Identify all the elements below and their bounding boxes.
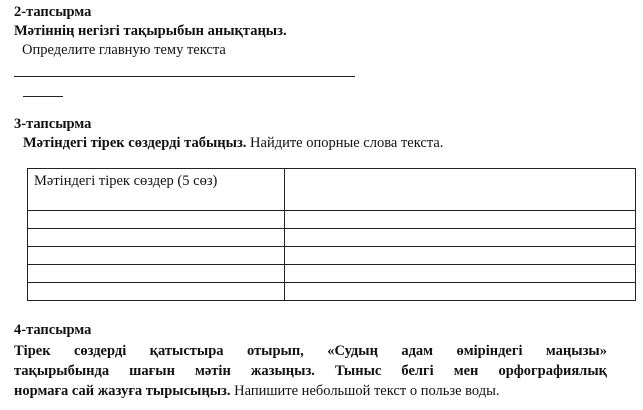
table-cell[interactable] (285, 283, 636, 301)
table-cell[interactable] (285, 229, 636, 247)
task4-line-3 (14, 381, 607, 401)
table-cell[interactable] (285, 247, 636, 265)
table-cell[interactable] (285, 265, 636, 283)
task4-line-3-kazakh: нормаға сай жазуға тырысыңыз. (14, 383, 231, 399)
task3-instruction-kazakh: Мәтіндегі тірек сөздерді табыңыз. (23, 135, 247, 151)
task2-instruction-russian: Определите главную тему текста (22, 42, 226, 58)
table-header-right[interactable] (285, 169, 636, 211)
table-cell[interactable] (28, 247, 285, 265)
table-cell[interactable] (28, 283, 285, 301)
table-row (28, 247, 636, 265)
table-row (28, 283, 636, 301)
task4-line-3-russian: Напишите небольшой текст о пользе воды. (234, 383, 500, 399)
task4-line-2: тақырыбында шағын мәтін жазыңыз. Тыныс белгі мен орфографиялық (14, 363, 607, 379)
table-header-left: Мәтіндегі тірек сөздер (5 сөз) (28, 169, 285, 211)
table-cell[interactable] (28, 211, 285, 229)
table-cell[interactable] (28, 265, 285, 283)
table-row (28, 265, 636, 283)
task2-instruction-kazakh: Мәтіннің негізгі тақырыбын анықтаңыз. (14, 23, 287, 39)
task2-heading: 2-тапсырма (14, 4, 92, 20)
answer-line-short (23, 96, 63, 97)
table-row (28, 211, 636, 229)
table-header-row (28, 169, 636, 211)
table-cell[interactable] (285, 211, 636, 229)
answer-line (14, 76, 355, 77)
task3-instruction-russian: Найдите опорные слова текста. (250, 135, 444, 151)
task4-heading: 4-тапсырма (14, 322, 92, 338)
task3-heading: 3-тапсырма (14, 116, 92, 132)
table-row (28, 229, 636, 247)
keywords-table (27, 168, 636, 301)
table-cell[interactable] (28, 229, 285, 247)
task3-instruction (23, 135, 443, 152)
task4-instruction (14, 341, 607, 401)
task4-line-1: Тірек сөздерді қатыстыра отырып, «Судың адам өміріндегі маңызы» (14, 343, 607, 359)
